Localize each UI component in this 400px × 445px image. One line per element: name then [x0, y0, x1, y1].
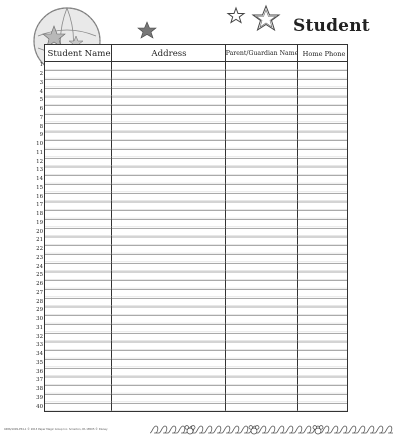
- row-number: 25: [36, 272, 43, 279]
- loop-border-ornament: [150, 424, 395, 438]
- row-number: 3: [39, 79, 43, 86]
- roster-table: [44, 44, 348, 412]
- column-header-parent-guardian-name: Parent/Guardian Name: [225, 50, 299, 57]
- row-number: 37: [36, 377, 43, 384]
- double-star-outline-icon: [253, 6, 279, 30]
- footer-credit: 0486/1009-P54-1 © 2013 Paper Magic Group Inc. Scranton, PA 18505 © Disney: [4, 428, 108, 431]
- star-icon: [138, 22, 156, 38]
- row-numbers: [30, 61, 44, 412]
- row-number: 38: [36, 386, 43, 393]
- stars-decoration: [132, 4, 292, 44]
- row-number: 34: [36, 351, 43, 358]
- row-number: 35: [36, 359, 43, 366]
- row-number: 26: [36, 281, 43, 288]
- row-number: 16: [36, 193, 43, 200]
- row-number: 29: [36, 307, 43, 314]
- row-number: 27: [36, 289, 43, 296]
- row-number: 17: [36, 202, 43, 209]
- row-number: 33: [36, 342, 43, 349]
- star-outline-icon: [228, 8, 244, 23]
- column-header-address: Address: [151, 48, 187, 59]
- column-header-home-phone: Home Phone: [302, 49, 346, 58]
- table-header: [45, 45, 347, 62]
- row-number: 15: [36, 184, 43, 191]
- row-number: 20: [36, 228, 43, 235]
- row-number: 32: [36, 333, 43, 340]
- row-number: 31: [36, 324, 43, 331]
- row-number: 10: [36, 141, 43, 148]
- row-number: 18: [36, 211, 43, 218]
- row-number: 36: [36, 368, 43, 375]
- row-number: 28: [36, 298, 43, 305]
- row-number: 8: [39, 123, 43, 130]
- row-number: 6: [39, 106, 43, 113]
- row-number: 9: [39, 132, 43, 139]
- page-title: Student: [293, 16, 370, 36]
- row-number: 19: [36, 219, 43, 226]
- row-number: 21: [36, 237, 43, 244]
- row-number: 7: [39, 114, 43, 121]
- row-number: 22: [36, 246, 43, 253]
- row-number: 11: [36, 149, 43, 156]
- column-header-student-name: Student Name: [47, 48, 111, 59]
- row-number: 1: [39, 62, 43, 69]
- row-number: 24: [36, 263, 43, 270]
- table-rows: [45, 62, 347, 412]
- row-number: 4: [39, 88, 43, 95]
- row-number: 13: [36, 167, 43, 174]
- row-number: 30: [36, 316, 43, 323]
- row-number: 23: [36, 254, 43, 261]
- row-number: 40: [36, 403, 43, 410]
- row-number: 39: [36, 394, 43, 401]
- row-number: 2: [39, 71, 43, 78]
- row-number: 14: [36, 176, 43, 183]
- row-number: 5: [39, 97, 43, 104]
- row-number: 12: [36, 158, 43, 165]
